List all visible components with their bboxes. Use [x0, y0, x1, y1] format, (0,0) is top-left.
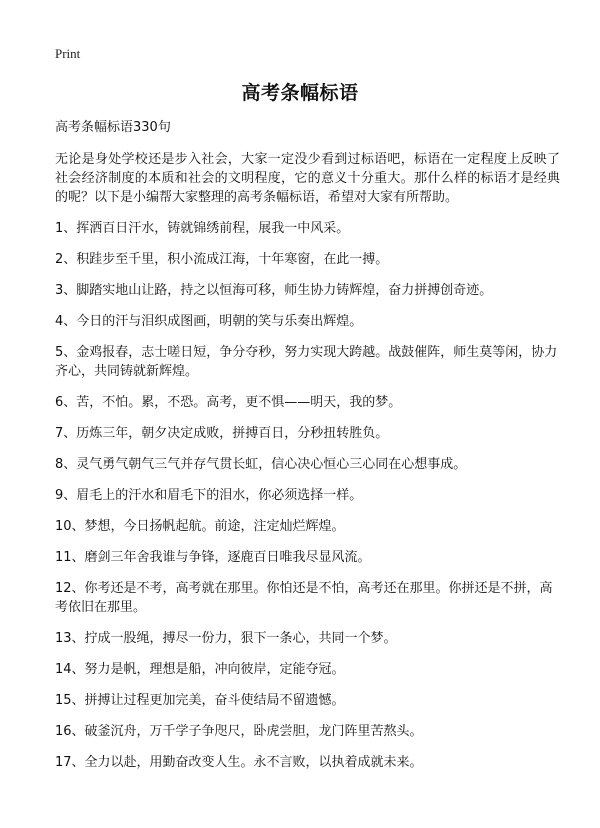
slogan-item: 12、你考还是不考，高考就在那里。你怕还是不怕，高考还在那里。你拼还是不拼，高考依旧在那里。 [55, 581, 553, 615]
document-body [55, 118, 560, 784]
slogan-item: 8、灵气勇气朝气三气并存气贯长虹，信心决心恒心三心同在心想事成。 [55, 457, 467, 472]
slogan-item: 16、破釜沉舟，万千学子争咫尺，卧虎尝胆，龙门阵里苦熬头。 [55, 724, 423, 739]
slogan-item: 1、挥洒百日汗水，铸就锦绣前程，展我一中风采。 [55, 221, 350, 236]
slogan-item: 7、历炼三年，朝夕决定成败，拼搏百日，分秒扭转胜负。 [55, 426, 389, 441]
slogan-item: 11、磨剑三年舍我谁与争锋，逐鹿百日唯我尽显风流。 [55, 550, 371, 565]
slogan-item: 4、今日的汗与泪织成图画，明朝的笑与乐奏出辉煌。 [55, 314, 363, 329]
slogan-item: 3、脚踏实地山让路，持之以恒海可移，师生协力铸辉煌，奋力拼搏创奇迹。 [55, 283, 493, 298]
intro-paragraph: 无论是身处学校还是步入社会，大家一定没少看到过标语吧，标语在一定程度上反映了社会经济制度的本质和社会的文明程度，它的意义十分重大。那什么样的标语才是经典的呢？以下是小编帮大家整理的高考条幅标语，希望对大家有所帮助。 [55, 152, 560, 205]
document-subtitle: 高考条幅标语330句 [55, 120, 171, 135]
slogan-item: 13、拧成一股绳，搏尽一份力，狠下一条心，共同一个梦。 [55, 631, 397, 646]
slogan-item: 14、努力是帆，理想是船，冲向彼岸，定能夺冠。 [55, 662, 345, 677]
slogan-item: 2、积跬步至千里，积小流成江海，十年寒窗，在此一搏。 [55, 252, 389, 267]
print-label: Print [55, 46, 81, 61]
slogan-item: 5、金鸡报春，志士嗟日短，争分夺秒，努力实现大跨越。战鼓催阵，师生莫等闲，协力齐心，共同铸就新辉煌。 [55, 345, 558, 379]
slogan-item: 15、拼搏让过程更加完美，奋斗使结局不留遗憾。 [55, 693, 345, 708]
slogan-item: 10、梦想，今日扬帆起航。前途，注定灿烂辉煌。 [55, 519, 345, 534]
page-title: 高考条幅标语 [241, 82, 359, 104]
slogan-item: 6、苦，不怕。累，不恐。高考，更不惧——明天，我的梦。 [55, 395, 402, 410]
slogan-item: 9、眉毛上的汗水和眉毛下的泪水，你必须选择一样。 [55, 488, 363, 503]
slogan-item: 17、全力以赴，用勤奋改变人生。永不言败，以执着成就未来。 [55, 755, 423, 770]
